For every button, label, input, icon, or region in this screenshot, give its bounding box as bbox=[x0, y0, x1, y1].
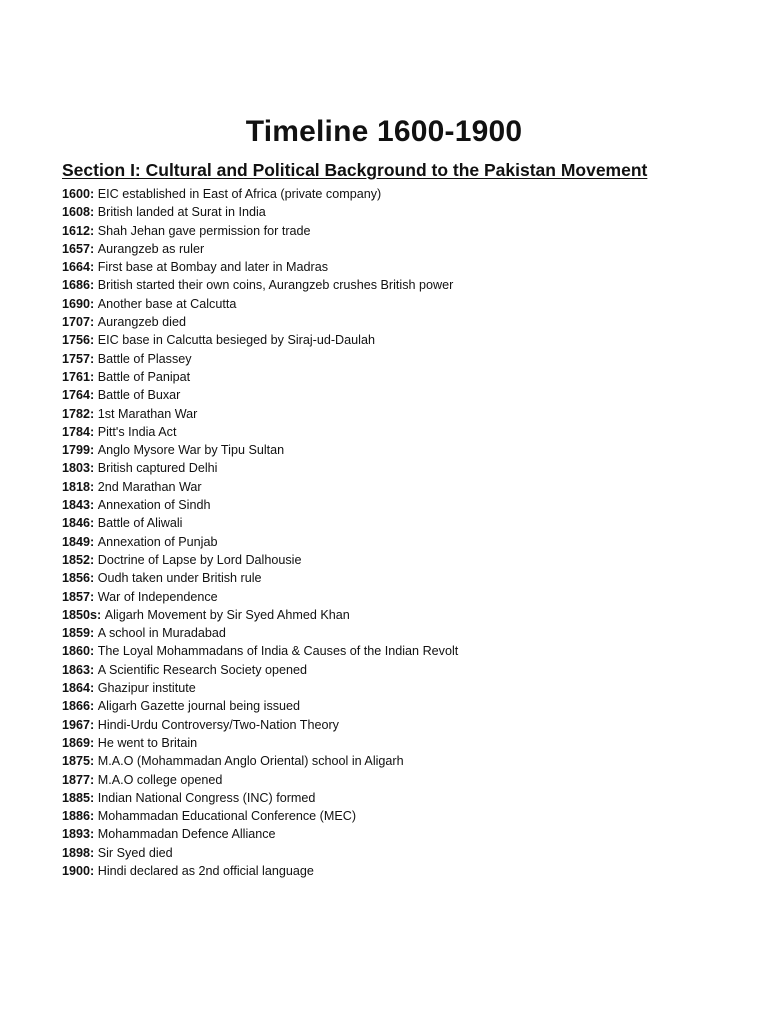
timeline-entry bbox=[62, 606, 458, 624]
timeline-entry bbox=[62, 331, 458, 349]
timeline-entry bbox=[62, 642, 458, 660]
timeline-entry bbox=[62, 185, 458, 203]
timeline-entry bbox=[62, 295, 458, 313]
entry-separator: : bbox=[90, 516, 98, 531]
entry-separator: : bbox=[90, 241, 98, 256]
entry-year: 1893 bbox=[62, 827, 91, 842]
timeline-entry bbox=[62, 386, 458, 404]
entry-text: Battle of Aliwali bbox=[97, 516, 183, 531]
timeline-entry bbox=[62, 441, 458, 459]
entry-year: 1864 bbox=[62, 681, 91, 696]
entry-text: Shah Jehan gave permission for trade bbox=[97, 223, 311, 238]
entry-text: Mohammadan Defence Alliance bbox=[97, 827, 276, 842]
entry-text: Mohammadan Educational Conference (MEC) bbox=[97, 809, 357, 824]
entry-separator: : bbox=[90, 863, 98, 878]
entry-separator: : bbox=[97, 607, 105, 622]
entry-text: Annexation of Sindh bbox=[97, 498, 211, 513]
timeline-entry bbox=[62, 496, 458, 514]
entry-year: 1784 bbox=[62, 424, 91, 439]
entry-text: Anglo Mysore War by Tipu Sultan bbox=[97, 443, 285, 458]
entry-year: 1967 bbox=[62, 717, 91, 732]
entry-text: He went to Britain bbox=[97, 735, 198, 750]
entry-text: British started their own coins, Aurangzeb crushes British power bbox=[97, 278, 454, 293]
timeline-entry bbox=[62, 771, 458, 789]
timeline-entry bbox=[62, 752, 458, 770]
entry-separator: : bbox=[90, 461, 98, 476]
entry-separator: : bbox=[90, 845, 98, 860]
entry-year: 1898 bbox=[62, 845, 91, 860]
timeline-entry bbox=[62, 697, 458, 715]
entry-separator: : bbox=[90, 406, 98, 421]
timeline-entry bbox=[62, 203, 458, 221]
entry-text: Doctrine of Lapse by Lord Dalhousie bbox=[97, 552, 302, 567]
timeline-entry bbox=[62, 862, 458, 880]
entry-separator: : bbox=[90, 699, 98, 714]
timeline-entry bbox=[62, 551, 458, 569]
section-heading: Section I: Cultural and Political Background to the Pakistan Movement bbox=[62, 160, 648, 180]
entry-separator: : bbox=[90, 626, 98, 641]
entry-year: 1852 bbox=[62, 552, 91, 567]
entry-year: 1875 bbox=[62, 754, 91, 769]
timeline-entry bbox=[62, 222, 458, 240]
entry-text: M.A.O college opened bbox=[97, 772, 223, 787]
entry-year: 1757 bbox=[62, 351, 91, 366]
entry-year: 1664 bbox=[62, 260, 91, 275]
timeline-entry bbox=[62, 661, 458, 679]
entry-separator: : bbox=[90, 827, 98, 842]
entry-year: 1818 bbox=[62, 479, 91, 494]
timeline-entry bbox=[62, 569, 458, 587]
timeline-entry bbox=[62, 459, 458, 477]
timeline-entry bbox=[62, 258, 458, 276]
entry-text: Annexation of Punjab bbox=[97, 534, 218, 549]
entry-text: Oudh taken under British rule bbox=[97, 571, 262, 586]
entry-year: 1885 bbox=[62, 790, 91, 805]
timeline-entry bbox=[62, 807, 458, 825]
entry-separator: : bbox=[90, 571, 98, 586]
entry-separator: : bbox=[90, 479, 98, 494]
entry-text: Another base at Calcutta bbox=[97, 296, 237, 311]
entry-text: First base at Bombay and later in Madras bbox=[97, 260, 329, 275]
timeline-entry bbox=[62, 240, 458, 258]
entry-separator: : bbox=[90, 333, 98, 348]
entry-year: 1756 bbox=[62, 333, 91, 348]
timeline-entry bbox=[62, 514, 458, 532]
entry-separator: : bbox=[90, 278, 98, 293]
entry-text: Sir Syed died bbox=[97, 845, 173, 860]
entry-year: 1600 bbox=[62, 187, 91, 201]
entry-year: 1782 bbox=[62, 406, 91, 421]
timeline-entry bbox=[62, 478, 458, 496]
entry-separator: : bbox=[90, 809, 98, 824]
entry-year: 1657 bbox=[62, 241, 91, 256]
timeline-entry bbox=[62, 588, 458, 606]
entry-separator: : bbox=[90, 351, 98, 366]
entry-text: Ghazipur institute bbox=[97, 681, 196, 696]
timeline-list bbox=[62, 185, 458, 880]
entry-year: 1690 bbox=[62, 296, 91, 311]
entry-year: 1860 bbox=[62, 644, 91, 659]
entry-separator: : bbox=[90, 498, 98, 513]
entry-year: 1843 bbox=[62, 498, 91, 513]
entry-text: 2nd Marathan War bbox=[97, 479, 202, 494]
entry-separator: : bbox=[90, 534, 98, 549]
entry-text: Battle of Plassey bbox=[97, 351, 192, 366]
entry-text: Aligarh Gazette journal being issued bbox=[97, 699, 301, 714]
entry-year: 1859 bbox=[62, 626, 91, 641]
page-title: Timeline 1600-1900 bbox=[245, 115, 523, 148]
entry-text: Aligarh Movement by Sir Syed Ahmed Khan bbox=[104, 607, 350, 622]
entry-year: 1761 bbox=[62, 369, 91, 384]
entry-year: 1803 bbox=[62, 461, 91, 476]
timeline-entry bbox=[62, 368, 458, 386]
entry-separator: : bbox=[90, 644, 98, 659]
entry-separator: : bbox=[90, 187, 98, 201]
entry-separator: : bbox=[90, 205, 98, 220]
entry-text: 1st Marathan War bbox=[97, 406, 198, 421]
entry-text: A Scientific Research Society opened bbox=[97, 662, 308, 677]
timeline-entry bbox=[62, 679, 458, 697]
entry-text: Indian National Congress (INC) formed bbox=[97, 790, 316, 805]
entry-year: 1869 bbox=[62, 735, 91, 750]
timeline-entry bbox=[62, 350, 458, 368]
timeline-entry bbox=[62, 405, 458, 423]
entry-text: Hindi declared as 2nd official language bbox=[97, 863, 314, 878]
entry-separator: : bbox=[90, 552, 98, 567]
entry-year: 1886 bbox=[62, 809, 91, 824]
entry-text: Hindi-Urdu Controversy/Two-Nation Theory bbox=[97, 717, 339, 732]
entry-separator: : bbox=[90, 772, 98, 787]
entry-text: M.A.O (Mohammadan Anglo Oriental) school in Aligarh bbox=[97, 754, 404, 769]
entry-text: Aurangzeb as ruler bbox=[97, 241, 205, 256]
timeline-entry bbox=[62, 789, 458, 807]
entry-year: 1799 bbox=[62, 443, 91, 458]
entry-separator: : bbox=[90, 369, 98, 384]
entry-year: 1686 bbox=[62, 278, 91, 293]
entry-text: A school in Muradabad bbox=[97, 626, 226, 641]
timeline-entry bbox=[62, 533, 458, 551]
entry-year: 1707 bbox=[62, 315, 91, 330]
entry-text: British captured Delhi bbox=[97, 461, 218, 476]
entry-separator: : bbox=[90, 296, 98, 311]
entry-separator: : bbox=[90, 790, 98, 805]
entry-separator: : bbox=[90, 589, 98, 604]
entry-text: The Loyal Mohammadans of India & Causes of the Indian Revolt bbox=[97, 644, 459, 659]
entry-year: 1608 bbox=[62, 205, 91, 220]
entry-text: EIC established in East of Africa (private company) bbox=[97, 187, 382, 201]
entry-text: EIC base in Calcutta besieged by Siraj-ud-Daulah bbox=[97, 333, 375, 348]
timeline-entry bbox=[62, 423, 458, 441]
timeline-entry bbox=[62, 825, 458, 843]
entry-text: War of Independence bbox=[97, 589, 218, 604]
entry-year: 1866 bbox=[62, 699, 91, 714]
entry-year: 1877 bbox=[62, 772, 91, 787]
entry-separator: : bbox=[90, 315, 98, 330]
entry-separator: : bbox=[90, 735, 98, 750]
entry-year: 1900 bbox=[62, 863, 91, 878]
timeline-entry bbox=[62, 844, 458, 862]
timeline-entry bbox=[62, 624, 458, 642]
entry-separator: : bbox=[90, 388, 98, 403]
entry-text: Pitt's India Act bbox=[97, 424, 177, 439]
entry-year: 1846 bbox=[62, 516, 91, 531]
entry-separator: : bbox=[90, 717, 98, 732]
timeline-entry bbox=[62, 313, 458, 331]
entry-year: 1850s bbox=[62, 607, 98, 622]
entry-text: Aurangzeb died bbox=[97, 315, 186, 330]
entry-text: Battle of Panipat bbox=[97, 369, 191, 384]
timeline-entry bbox=[62, 276, 458, 294]
entry-separator: : bbox=[90, 754, 98, 769]
timeline-entry bbox=[62, 716, 458, 734]
entry-year: 1863 bbox=[62, 662, 91, 677]
entry-year: 1856 bbox=[62, 571, 91, 586]
entry-separator: : bbox=[90, 443, 98, 458]
entry-text: British landed at Surat in India bbox=[97, 205, 266, 220]
timeline-entry bbox=[62, 734, 458, 752]
entry-year: 1857 bbox=[62, 589, 91, 604]
entry-separator: : bbox=[90, 662, 98, 677]
entry-separator: : bbox=[90, 681, 98, 696]
entry-separator: : bbox=[90, 260, 98, 275]
entry-text: Battle of Buxar bbox=[97, 388, 181, 403]
entry-separator: : bbox=[90, 223, 98, 238]
entry-year: 1849 bbox=[62, 534, 91, 549]
entry-separator: : bbox=[90, 424, 98, 439]
entry-year: 1612 bbox=[62, 223, 91, 238]
entry-year: 1764 bbox=[62, 388, 91, 403]
